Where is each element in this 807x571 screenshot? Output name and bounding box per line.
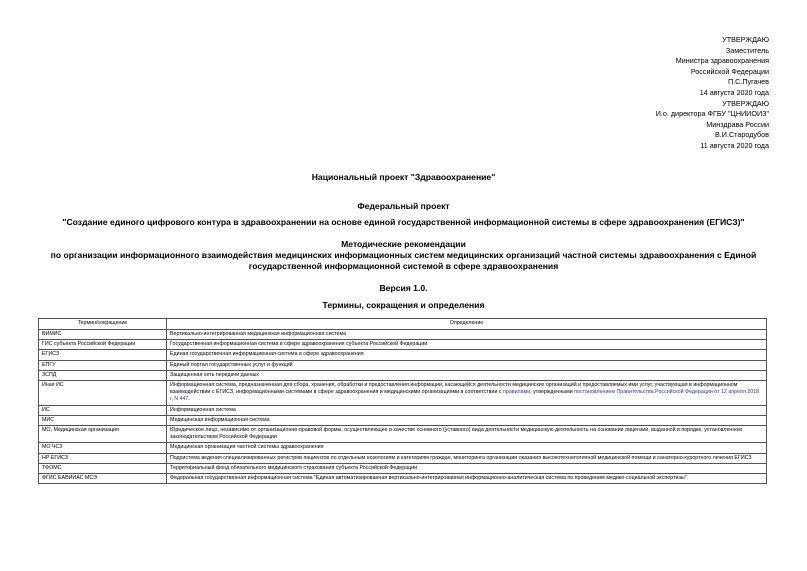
approval-line: И.о. директора ФГБУ "ЦНИИОИЗ" bbox=[655, 109, 769, 119]
approval-line: 14 августа 2020 года bbox=[699, 87, 769, 97]
government-decree-link[interactable]: постановлением Правительства Российской Федерации от 12 апреля 2018 г. N 447 bbox=[170, 389, 760, 403]
approval-line: Министра здравоохранения bbox=[675, 56, 769, 66]
table-row bbox=[39, 443, 767, 453]
approval-line: Российской Федерации bbox=[690, 66, 769, 76]
definition-cell: Единая государственная информационная система в сфере здравоохранения bbox=[167, 350, 767, 360]
table-header-row bbox=[39, 319, 767, 330]
definition-cell: Медицинская организация частной системы здравоохранения bbox=[167, 443, 767, 453]
term-cell: НР ЕГИСЗ bbox=[39, 453, 167, 463]
term-cell: ЕГИСЗ bbox=[39, 350, 167, 360]
term-cell: ИС bbox=[39, 405, 167, 415]
term-cell: ЗСПД bbox=[39, 370, 167, 380]
table-row bbox=[39, 340, 767, 350]
terms-section-title: Термины, сокращения и определения bbox=[322, 300, 485, 310]
table-row bbox=[39, 350, 767, 360]
table-row bbox=[39, 453, 767, 463]
approval-line: Минздрава России bbox=[706, 119, 769, 129]
table-row bbox=[39, 360, 767, 370]
column-header-definition: Определение bbox=[167, 319, 767, 330]
table-row bbox=[39, 381, 767, 406]
approval-line: П.С.Пугачев bbox=[728, 77, 769, 87]
table-row bbox=[39, 330, 767, 340]
definition-cell: Вертикально-интегрированная медицинская информационная система bbox=[167, 330, 767, 340]
term-cell: МО, Медицинская организация bbox=[39, 426, 167, 443]
definition-cell bbox=[167, 381, 767, 406]
guidelines-subtitle-line: по организации информационного взаимодействия медицинских информационных систем медицинских организаций частной системы здравоохранения с Единой bbox=[50, 250, 757, 260]
definition-cell: Медицинская информационная система bbox=[167, 415, 767, 425]
definition-cell: Федеральная государственная информационная система "Единая автоматизированная вертикально-интегрированная информационно-аналитическая система по проведению медико-социальной экспертизы" bbox=[167, 474, 767, 484]
federal-project-heading: Федеральный проект bbox=[357, 201, 450, 211]
federal-project-name: "Создание единого цифрового контура в здравоохранении на основе единой государственной информационной системы в сфере здравоохранения (ЕГИСЗ)" bbox=[62, 217, 745, 227]
approval-line: УТВЕРЖДАЮ bbox=[722, 35, 769, 44]
guidelines-subtitle-line: государственной информационной системой в сфере здравоохранения bbox=[248, 261, 559, 271]
table-row bbox=[39, 426, 767, 443]
definition-text: . bbox=[188, 396, 190, 403]
approval-line: Заместитель bbox=[725, 45, 769, 55]
approval-line: УТВЕРЖДАЮ bbox=[722, 98, 769, 108]
table-row bbox=[39, 474, 767, 484]
term-cell: Иная ИС bbox=[39, 381, 167, 406]
term-cell: ГИС субъекта Российской Федерации bbox=[39, 340, 167, 350]
approval-line: В.И.Стародубов bbox=[715, 130, 769, 140]
definition-cell: Защищенная сеть передачи данных bbox=[167, 370, 767, 380]
term-cell: ВИМИС bbox=[39, 330, 167, 340]
rules-link[interactable]: правилами bbox=[503, 389, 531, 396]
approval-line: 11 августа 2020 года bbox=[700, 140, 769, 150]
guidelines-heading: Методические рекомендации bbox=[341, 239, 466, 249]
term-cell: ТФОМС bbox=[39, 463, 167, 473]
guidelines-title bbox=[0, 239, 807, 272]
term-cell: ЕПГУ bbox=[39, 360, 167, 370]
term-cell: МИС bbox=[39, 415, 167, 425]
definition-cell: Информационная система bbox=[167, 405, 767, 415]
version-label: Версия 1.0. bbox=[379, 283, 428, 293]
table-row bbox=[39, 405, 767, 415]
term-cell: МО ЧСЗ bbox=[39, 443, 167, 453]
definition-cell: Государственная информационная система в сфере здравоохранения субъекта Российской Федерации bbox=[167, 340, 767, 350]
terms-table bbox=[38, 318, 767, 484]
project-title: Национальный проект "Здравоохранение" bbox=[311, 172, 496, 182]
definition-cell: Территориальный фонд обязательного медицинского страхования субъекта Российской Федерации bbox=[167, 463, 767, 473]
approval-block bbox=[529, 35, 769, 152]
column-header-term: Термин/сокращение bbox=[39, 319, 167, 330]
definition-text: Информационная система, предназначенная для сбора, хранения, обработки и предоставления информации, касающейся деятельности медицинских организаций и предоставляемых ими услуг, участвующая в информационном взаимодействии с ЕГИСЗ, информационными системами в сфере здравоохранения и медицинскими организациями в соответствии с bbox=[170, 382, 738, 396]
table-row bbox=[39, 463, 767, 473]
table-row bbox=[39, 370, 767, 380]
table-row bbox=[39, 415, 767, 425]
definition-cell: Подсистема ведения специализированных регистров пациентов по отдельным нозологиям и категориям граждан, мониторинга организации оказания высокотехнологичной медицинской помощи и санаторно-курортного лечения ЕГИСЗ bbox=[167, 453, 767, 463]
definition-cell: Единый портал государственных услуг и функций bbox=[167, 360, 767, 370]
definition-text: , утвержденными bbox=[530, 389, 575, 396]
definition-cell: Юридическое лицо, независимо от организационно-правовой формы, осуществляющее в качестве основного (уставного) вида деятельности медицинскую деятельность на основании лицензии, выданной в порядке, установленном законодательством Российской Федерации bbox=[167, 426, 767, 443]
term-cell: ФГИС ЕАВИИАС МСЭ bbox=[39, 474, 167, 484]
